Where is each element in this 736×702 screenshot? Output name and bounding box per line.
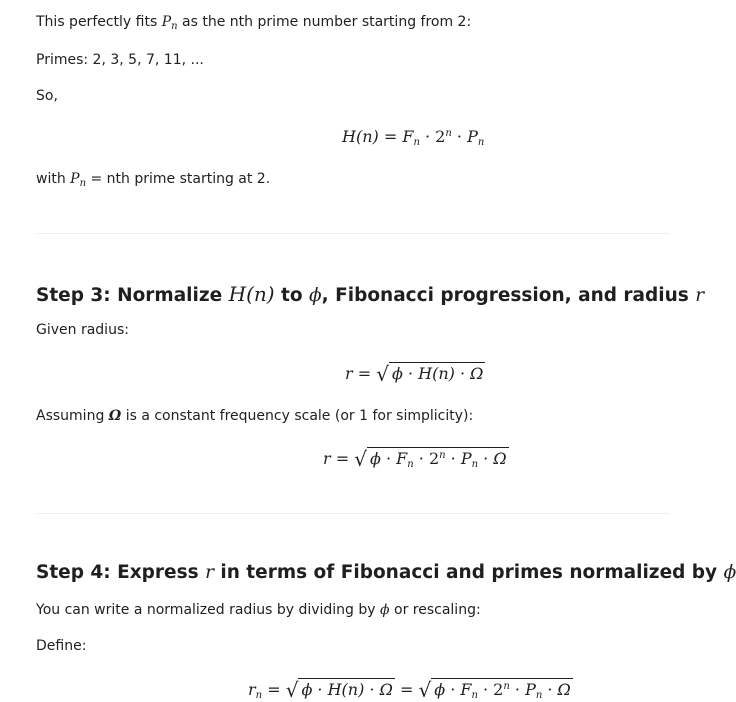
eq4-r: r bbox=[248, 680, 256, 699]
eq4-part-2: · 2 bbox=[477, 680, 504, 699]
equation-r bbox=[345, 362, 485, 386]
eq4-radicand-1: ϕ · H(n) · Ω bbox=[298, 678, 394, 699]
assuming-line bbox=[36, 408, 473, 424]
eq1-equals: = bbox=[378, 127, 403, 146]
step4-heading bbox=[36, 562, 736, 583]
write-line bbox=[36, 602, 481, 618]
eq1-F: F bbox=[402, 127, 414, 146]
so-line: So, bbox=[36, 88, 58, 104]
equation-rn bbox=[248, 678, 573, 702]
math-r: r bbox=[205, 562, 214, 583]
sqrt-symbol: √ bbox=[354, 447, 367, 471]
step4-text-b: in terms of Fibonacci and primes normalized by bbox=[213, 562, 724, 583]
intro-line bbox=[36, 14, 471, 32]
sqrt-symbol: √ bbox=[376, 362, 389, 386]
math-phi: ϕ bbox=[380, 602, 390, 618]
eq4-r-sub: n bbox=[255, 690, 263, 701]
eq3-sub-n: n bbox=[407, 459, 414, 470]
equation-r-expanded bbox=[323, 447, 509, 471]
eq2-radicand: ϕ · H(n) · Ω bbox=[389, 362, 485, 383]
eq4-equals-2: = bbox=[394, 680, 419, 699]
eq1-dot: · bbox=[419, 127, 436, 146]
eq3-radicand bbox=[367, 447, 509, 470]
step3-text-c: , Fibonacci progression, and radius bbox=[321, 285, 696, 306]
eq3-part-2: · 2 bbox=[413, 449, 440, 468]
assume-text-b: is a constant frequency scale (or 1 for simplicity): bbox=[121, 408, 474, 424]
eq3-r: r bbox=[323, 449, 331, 468]
given-radius: Given radius: bbox=[36, 322, 129, 338]
eq3-part-4: · Ω bbox=[478, 449, 507, 468]
eq1-two-sup: n bbox=[445, 128, 452, 139]
eq3-sub-n-2: n bbox=[471, 459, 479, 470]
eq4-equals: = bbox=[262, 680, 286, 699]
intro-text-2: as the nth prime number starting from 2: bbox=[177, 14, 472, 30]
write-text-b: or rescaling: bbox=[389, 602, 481, 618]
eq1-lhs: H(n) bbox=[342, 127, 379, 146]
step3-heading bbox=[36, 282, 704, 306]
eq4-sup-n: n bbox=[503, 681, 510, 692]
divider bbox=[36, 233, 670, 234]
math-sub-n: n bbox=[171, 21, 178, 32]
with-line bbox=[36, 171, 270, 189]
eq3-part-3: · P bbox=[445, 449, 472, 468]
sqrt-symbol: √ bbox=[285, 678, 299, 702]
math-sub-n: n bbox=[79, 178, 87, 189]
eq4-part-1: ϕ · F bbox=[434, 680, 472, 699]
math-r: r bbox=[695, 285, 705, 306]
eq4-sub-n: n bbox=[471, 690, 478, 701]
eq1-two: 2 bbox=[435, 127, 446, 146]
eq2-equals: = bbox=[352, 364, 377, 383]
eq4-part-4: · Ω bbox=[542, 680, 571, 699]
with-text: with bbox=[36, 171, 71, 187]
eq3-equals: = bbox=[330, 449, 355, 468]
assume-text-a: Assuming bbox=[36, 408, 109, 424]
math-phi: ϕ bbox=[309, 285, 322, 306]
eq1-P-sub: n bbox=[477, 137, 485, 148]
math-P: P bbox=[70, 171, 80, 187]
equation-H bbox=[342, 127, 484, 148]
primes-line: Primes: 2, 3, 5, 7, 11, ... bbox=[36, 52, 204, 68]
eq1-P: P bbox=[467, 127, 478, 146]
divider bbox=[36, 513, 670, 514]
intro-text: This perfectly fits bbox=[36, 14, 162, 30]
eq2-r: r bbox=[345, 364, 353, 383]
eq1-F-sub: n bbox=[413, 137, 420, 148]
math-phi: ϕ bbox=[723, 562, 736, 583]
eq3-part-1: ϕ · F bbox=[369, 449, 408, 468]
write-text-a: You can write a normalized radius by dividing by bbox=[36, 602, 381, 618]
eq4-part-3: · P bbox=[509, 680, 536, 699]
step3-text-b: to bbox=[274, 285, 309, 306]
math-omega: Ω bbox=[108, 408, 122, 424]
eq1-dot-2: · bbox=[451, 127, 468, 146]
with-rest: = nth prime starting at 2. bbox=[86, 171, 271, 187]
math-P: P bbox=[161, 14, 172, 30]
math-Hn: H(n) bbox=[228, 282, 275, 306]
step4-text-a: Step 4: Express bbox=[36, 562, 206, 583]
eq4-radicand-2 bbox=[431, 678, 573, 701]
sqrt-symbol: √ bbox=[418, 678, 432, 702]
eq3-sup-n: n bbox=[439, 450, 446, 461]
eq4-sub-n-2: n bbox=[535, 690, 543, 701]
step3-text-a: Step 3: Normalize bbox=[36, 285, 229, 306]
define-line: Define: bbox=[36, 638, 87, 654]
